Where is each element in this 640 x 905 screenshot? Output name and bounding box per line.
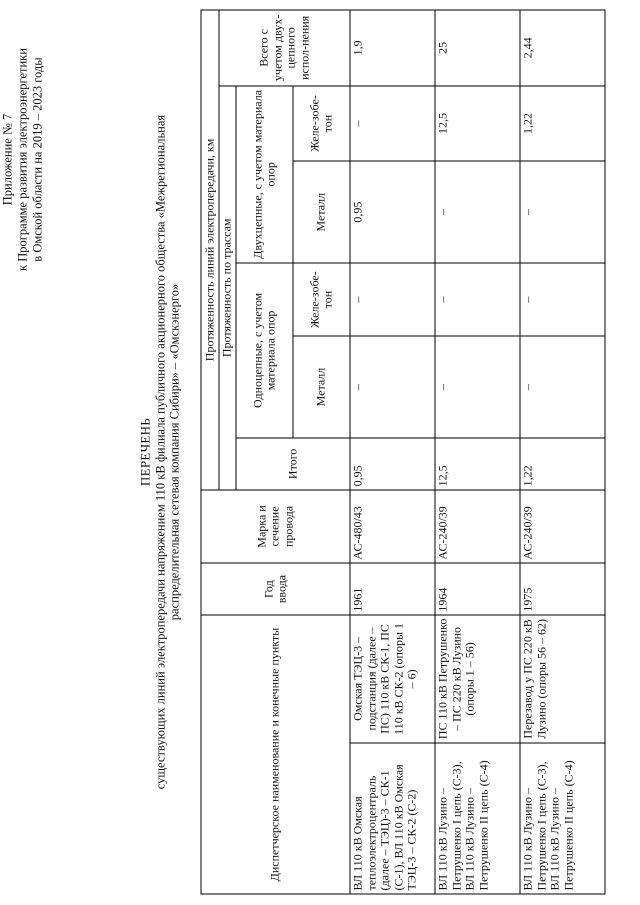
row-double-metal: –	[435, 161, 520, 263]
row-name: ВЛ 110 кВ Лузино – Петрушенко I цепь (С-3), ВЛ 110 кВ Лузино – Петрушенко II цепь (С-4)	[520, 743, 605, 894]
row-endpoints: Омская ТЭЦ-3 – подстанция (далее – ПС) 110 кВ СК-1, ПС 110 кВ СК-2 (опоры 1 – 6)	[350, 615, 435, 743]
header-metal-single: Металл	[293, 336, 350, 438]
table-row	[520, 10, 605, 894]
header-total: Итого	[236, 438, 350, 490]
row-total: 12,5	[435, 438, 520, 490]
row-double-metal: 0,95	[350, 161, 435, 263]
document-title: ПЕРЕЧЕНЬ	[137, 417, 153, 487]
row-year: 1975	[520, 563, 605, 615]
rotated-content	[0, 10, 575, 895]
row-double-concrete: 1,22	[520, 86, 605, 162]
row-name: ВЛ 110 кВ Лузино – Петрушенко I цепь (С-3), ВЛ 110 кВ Лузино – Петрушенко II цепь (С-4)	[435, 743, 520, 894]
header-length: Протяженность линий электропередачи, км	[201, 10, 219, 490]
row-all-total: 2,44	[520, 10, 605, 86]
row-single-concrete: –	[350, 263, 435, 336]
header-metal-double: Металл	[293, 161, 350, 263]
appendix-line-3: в Омской области на 2019 – 2023 годы	[30, 57, 45, 262]
header-year: Год ввода	[201, 563, 350, 615]
row-double-metal: –	[520, 161, 605, 263]
row-double-concrete: 12,5	[435, 86, 520, 162]
row-wire: АС-480/43	[350, 490, 435, 563]
power-lines-table	[201, 10, 606, 895]
header-concrete-single: Желе-зобе-тон	[293, 263, 350, 336]
table-row	[350, 10, 435, 894]
row-single-concrete: –	[520, 263, 605, 336]
row-wire: АС-240/39	[435, 490, 520, 563]
header-concrete-double: Желе-зобе-тон	[293, 86, 350, 162]
header-by-route: Протяженность по трассам	[219, 86, 236, 490]
row-wire: АС-240/39	[520, 490, 605, 563]
heading-line-2: распределительная сетевая компания Сибири» – «Омскэнерго»	[167, 283, 182, 621]
document-heading	[139, 10, 183, 895]
row-single-metal: –	[520, 336, 605, 438]
heading-line-1: существующих линий электропередачи напряжением 110 кВ филиала публичного акционерного общества «Межрегиональная	[153, 114, 167, 790]
table-row	[435, 10, 520, 894]
header-double: Двухцепные, с учетом материала опор	[236, 86, 293, 263]
header-wire: Марка и сечение провода	[201, 490, 350, 563]
header-single: Одноцепные, с учетом материала опор	[236, 263, 293, 438]
row-single-metal: –	[435, 336, 520, 438]
row-double-concrete: –	[350, 86, 435, 162]
appendix-line-2: к Программе развития электроэнергетики	[15, 48, 30, 271]
row-total: 1,22	[520, 438, 605, 490]
appendix-line-1: Приложение № 7	[0, 113, 15, 206]
row-single-metal: –	[350, 336, 435, 438]
row-single-concrete: –	[435, 263, 520, 336]
row-year: 1961	[350, 563, 435, 615]
header-name: Диспетчерское наименование и конечные пункты	[201, 615, 350, 894]
header-all-total: Всего с учетом двух-цепного испол-нения	[219, 10, 350, 86]
row-total: 0,95	[350, 438, 435, 490]
row-name: ВЛ 110 кВ Омская теплоэлектроцентраль (далее – ТЭЦ)-3 – СК-1 (С-1), ВЛ 110 кВ Омская ТЭЦ-3 – СК-2 (С-2)	[350, 743, 435, 894]
row-endpoints: Перезавод у ПС 220 кВ Лузино (опоры 56 – 62)	[520, 615, 605, 743]
row-all-total: 25	[435, 10, 520, 86]
appendix-note	[1, 10, 46, 310]
row-year: 1964	[435, 563, 520, 615]
row-all-total: 1,9	[350, 10, 435, 86]
row-endpoints: ПС 110 кВ Петрушенко – ПС 220 кВ Лузино (опоры 1 – 56)	[435, 615, 520, 743]
